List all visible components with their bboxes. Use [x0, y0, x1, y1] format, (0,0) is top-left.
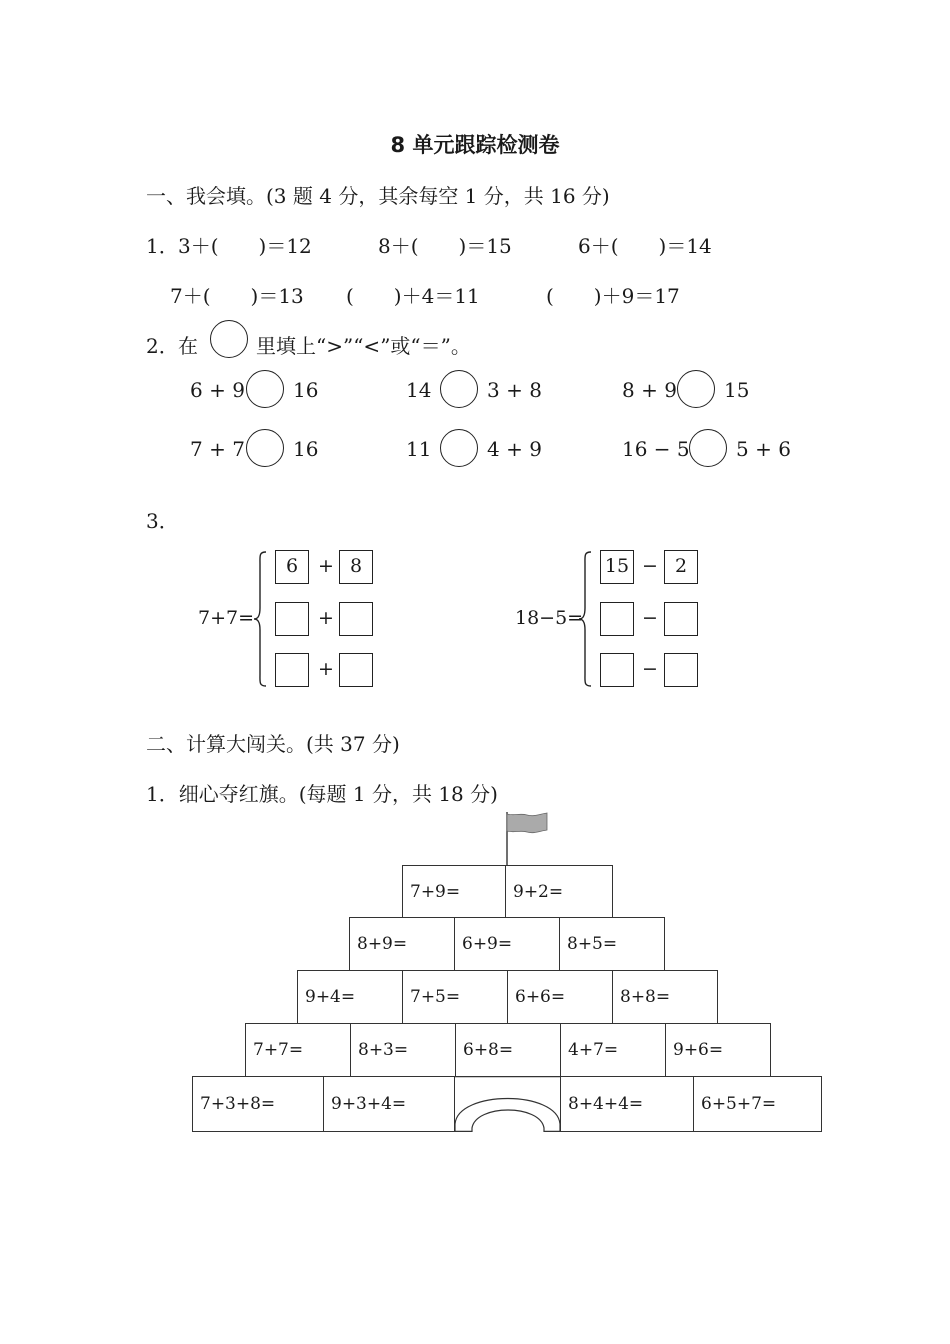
q2-item-1-right: 16	[293, 378, 319, 402]
q2-item-2-right: 3 + 8	[487, 378, 542, 402]
q1-eq-1[interactable]: 3＋( )＝12	[178, 234, 312, 258]
pyramid-brick-r4-4[interactable]: 4+7=	[560, 1023, 666, 1077]
q3-left-op-1: +	[318, 555, 334, 577]
q3-right-brace	[577, 550, 593, 688]
pyramid-brick-r5-4[interactable]: 6+5+7=	[693, 1076, 822, 1132]
q3-number: 3．	[146, 509, 179, 533]
q3-right-op-3: −	[642, 658, 658, 680]
q2-item-4-left: 7 + 7	[190, 437, 245, 461]
q3-left-box-3b[interactable]	[339, 653, 373, 687]
q1-number: 1．	[146, 234, 179, 258]
q1-eq-6[interactable]: ( )＋9＝17	[546, 284, 680, 308]
q2-item-4-circle[interactable]	[246, 429, 284, 467]
pyramid-arch-gate	[454, 1076, 561, 1132]
q2-item-6-circle[interactable]	[689, 429, 727, 467]
pyramid-brick-r5-2[interactable]: 9+3+4=	[323, 1076, 455, 1132]
q2-item-3-right: 15	[724, 378, 750, 402]
q1-eq-4[interactable]: 7＋( )＝13	[170, 284, 304, 308]
pyramid-brick-r3-2[interactable]: 7+5=	[402, 970, 508, 1024]
pyramid-brick-r4-1[interactable]: 7+7=	[245, 1023, 351, 1077]
pyramid-brick-r1-1[interactable]: 7+9=	[402, 865, 506, 918]
pyramid-brick-r2-2[interactable]: 6+9=	[454, 917, 560, 971]
q2-item-2-circle[interactable]	[440, 370, 478, 408]
red-flag-icon	[500, 810, 560, 870]
pyramid-brick-r5-3[interactable]: 8+4+4=	[560, 1076, 694, 1132]
pyramid-brick-r4-5[interactable]: 9+6=	[665, 1023, 771, 1077]
q3-left-expression: 7+7=	[198, 607, 255, 629]
page-title: 8 单元跟踪检测卷	[390, 133, 560, 157]
pyramid-brick-r1-2[interactable]: 9+2=	[505, 865, 613, 918]
pyramid-brick-r4-2[interactable]: 8+3=	[350, 1023, 456, 1077]
q2-item-5-left: 11	[406, 437, 432, 461]
pyramid-brick-r5-1[interactable]: 7+3+8=	[192, 1076, 324, 1132]
pyramid-brick-r2-1[interactable]: 8+9=	[349, 917, 455, 971]
q3-left-box-1b[interactable]: 8	[339, 550, 373, 584]
q1-eq-3[interactable]: 6＋( )＝14	[578, 234, 712, 258]
pyramid-brick-r2-3[interactable]: 8+5=	[559, 917, 665, 971]
q2-item-5-right: 4 + 9	[487, 437, 542, 461]
q3-right-box-3b[interactable]	[664, 653, 698, 687]
q2-number: 2．	[146, 334, 179, 358]
q3-left-op-3: +	[318, 658, 334, 680]
q2-suffix: 里填上“>”“<”或“＝”。	[256, 334, 471, 358]
q1-eq-2[interactable]: 8＋( )＝15	[378, 234, 512, 258]
q2-item-4-right: 16	[293, 437, 319, 461]
q2-instruction-circle	[210, 320, 248, 358]
q2-item-3-circle[interactable]	[677, 370, 715, 408]
q3-right-box-1a[interactable]: 15	[600, 550, 634, 584]
section-2-q1-label: 1．细心夺红旗。(每题 1 分，共 18 分)	[146, 782, 498, 806]
pyramid-brick-r3-1[interactable]: 9+4=	[297, 970, 403, 1024]
q2-prefix: 在	[178, 334, 198, 358]
q2-item-6-left: 16 − 5	[622, 437, 690, 461]
q3-left-brace	[252, 550, 268, 688]
q1-eq-5[interactable]: ( )＋4＝11	[346, 284, 480, 308]
q3-right-box-2b[interactable]	[664, 602, 698, 636]
q3-right-box-3a[interactable]	[600, 653, 634, 687]
q3-left-box-2b[interactable]	[339, 602, 373, 636]
q3-right-box-1b[interactable]: 2	[664, 550, 698, 584]
q3-right-expression: 18−5=	[515, 607, 584, 629]
q2-item-1-circle[interactable]	[246, 370, 284, 408]
q3-right-op-2: −	[642, 607, 658, 629]
q2-item-1-left: 6 + 9	[190, 378, 245, 402]
q2-item-3-left: 8 + 9	[622, 378, 677, 402]
q2-item-6-right: 5 + 6	[736, 437, 791, 461]
section-1-heading: 一、我会填。(3 题 4 分，其余每空 1 分，共 16 分)	[146, 184, 610, 208]
q3-right-op-1: −	[642, 555, 658, 577]
q2-item-5-circle[interactable]	[440, 429, 478, 467]
section-2-heading: 二、计算大闯关。(共 37 分)	[146, 732, 400, 756]
q3-left-box-2a[interactable]	[275, 602, 309, 636]
q2-item-2-left: 14	[406, 378, 432, 402]
q3-right-box-2a[interactable]	[600, 602, 634, 636]
pyramid-brick-r3-3[interactable]: 6+6=	[507, 970, 613, 1024]
pyramid-brick-r4-3[interactable]: 6+8=	[455, 1023, 561, 1077]
q3-left-op-2: +	[318, 607, 334, 629]
q3-left-box-1a[interactable]: 6	[275, 550, 309, 584]
q3-left-box-3a[interactable]	[275, 653, 309, 687]
pyramid-brick-r3-4[interactable]: 8+8=	[612, 970, 718, 1024]
